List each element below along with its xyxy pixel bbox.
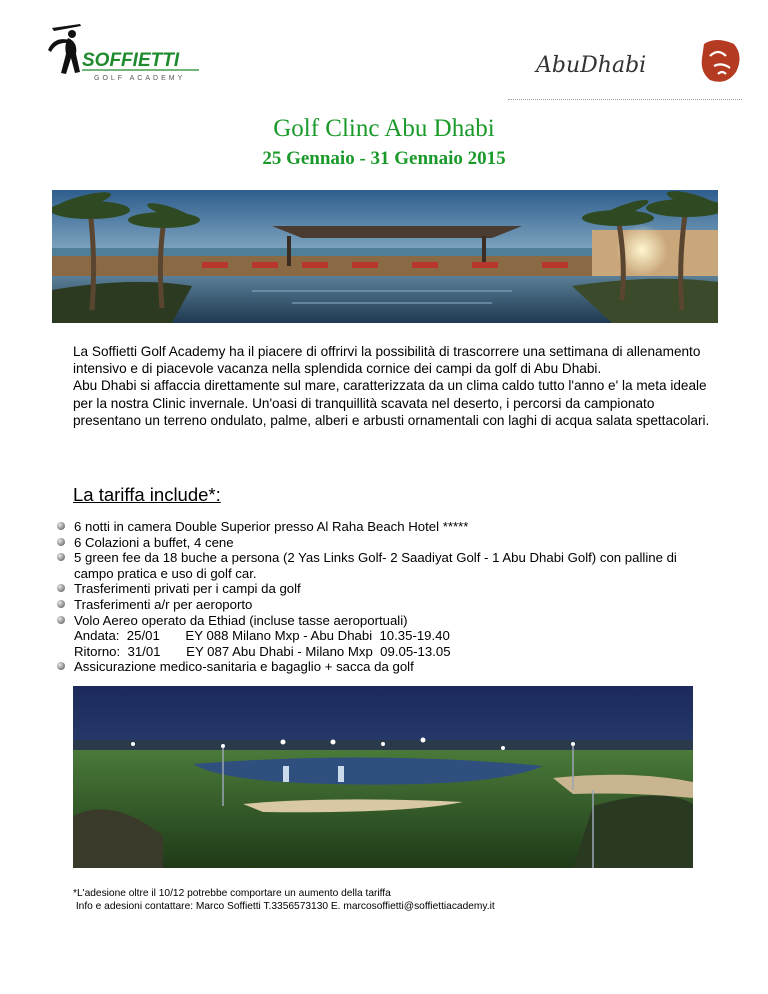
intro-text: [73, 343, 713, 429]
list-item: Volo Aereo operato da Ethiad (incluse tasse aeroportuali) Andata: 25/01 EY 088 Milano Mxp - Abu Dhabi 10.35-19.40 Ritorno: 31/01 EY 087 Abu Dhabi - Milano Mxp 09.05-13.05: [55, 613, 705, 660]
golf-course-night-photo: [73, 686, 693, 868]
list-item: 5 green fee da 18 buche a persona (2 Yas Links Golf- 2 Saadiyat Golf - 1 Abu Dhabi Golf) con palline di campo pratica e uso di golf car.: [55, 550, 705, 581]
tagline-text: GOLF ACADEMY: [94, 75, 186, 82]
list-item: Assicurazione medico-sanitaria e bagaglio + sacca da golf: [55, 659, 705, 675]
bullet-icon: [57, 522, 65, 530]
bullet-icon: [57, 600, 65, 608]
resort-pool-photo: [52, 190, 718, 323]
flight-return: Ritorno: 31/01 EY 087 Abu Dhabi - Milano Mxp 09.05-13.05: [74, 643, 451, 659]
header-divider: [508, 99, 742, 100]
list-item: 6 Colazioni a buffet, 4 cene: [55, 535, 705, 551]
flight-outbound: Andata: 25/01 EY 088 Milano Mxp - Abu Dhabi 10.35-19.40: [74, 628, 450, 644]
footnote-deadline: *L'adesione oltre il 10/12 potrebbe comportare un aumento della tariffa: [73, 888, 391, 899]
intro-paragraph: Abu Dhabi si affaccia direttamente sul mare, caratterizzata da un clima caldo tutto l'anno e' la meta ideale per la nostra Clinic invernale. Un'oasi di tranquillità scavata nel deserto, i percorsi da campionato presentano un terreno ondulato, palme, alberi e arbusti ornamentali con laghi di acqua salata spettacolari.: [73, 378, 710, 428]
brand-text: SOFFIETTI: [82, 50, 180, 71]
includes-heading: La tariffa include*:: [73, 484, 221, 505]
list-item: 6 notti in camera Double Superior presso Al Raha Beach Hotel *****: [55, 519, 705, 535]
arabic-calligraphy-emblem: [702, 40, 740, 82]
includes-list: [55, 519, 705, 675]
list-item: Trasferimenti privati per i campi da golf: [55, 581, 705, 597]
bullet-icon: [57, 662, 65, 670]
bullet-icon: [57, 584, 65, 592]
abu-dhabi-brand-text: AbuDhabi: [536, 53, 647, 78]
page-subtitle: 25 Gennaio - 31 Gennaio 2015: [262, 148, 506, 169]
bullet-icon: [57, 538, 65, 546]
footnote-contact: Info e adesioni contattare: Marco Soffietti T.3356573130 E. marcosoffietti@soffiettiacademy.it: [73, 901, 495, 912]
list-item: Trasferimenti a/r per aeroporto: [55, 597, 705, 613]
bullet-icon: [57, 616, 65, 624]
footnote: [73, 887, 495, 913]
page-title: Golf Clinc Abu Dhabi: [273, 115, 495, 142]
soffietti-logo: [44, 20, 214, 100]
intro-paragraph: La Soffietti Golf Academy ha il piacere di offrirvi la possibilità di trascorrere una settimana di allenamento intensivo e di piacevole vacanza nella splendida cornice dei campi da golf di Abu Dhabi.: [73, 344, 701, 377]
golfer-swing-icon: [48, 24, 81, 74]
abu-dhabi-logo: [520, 36, 745, 88]
bullet-icon: [57, 553, 65, 561]
